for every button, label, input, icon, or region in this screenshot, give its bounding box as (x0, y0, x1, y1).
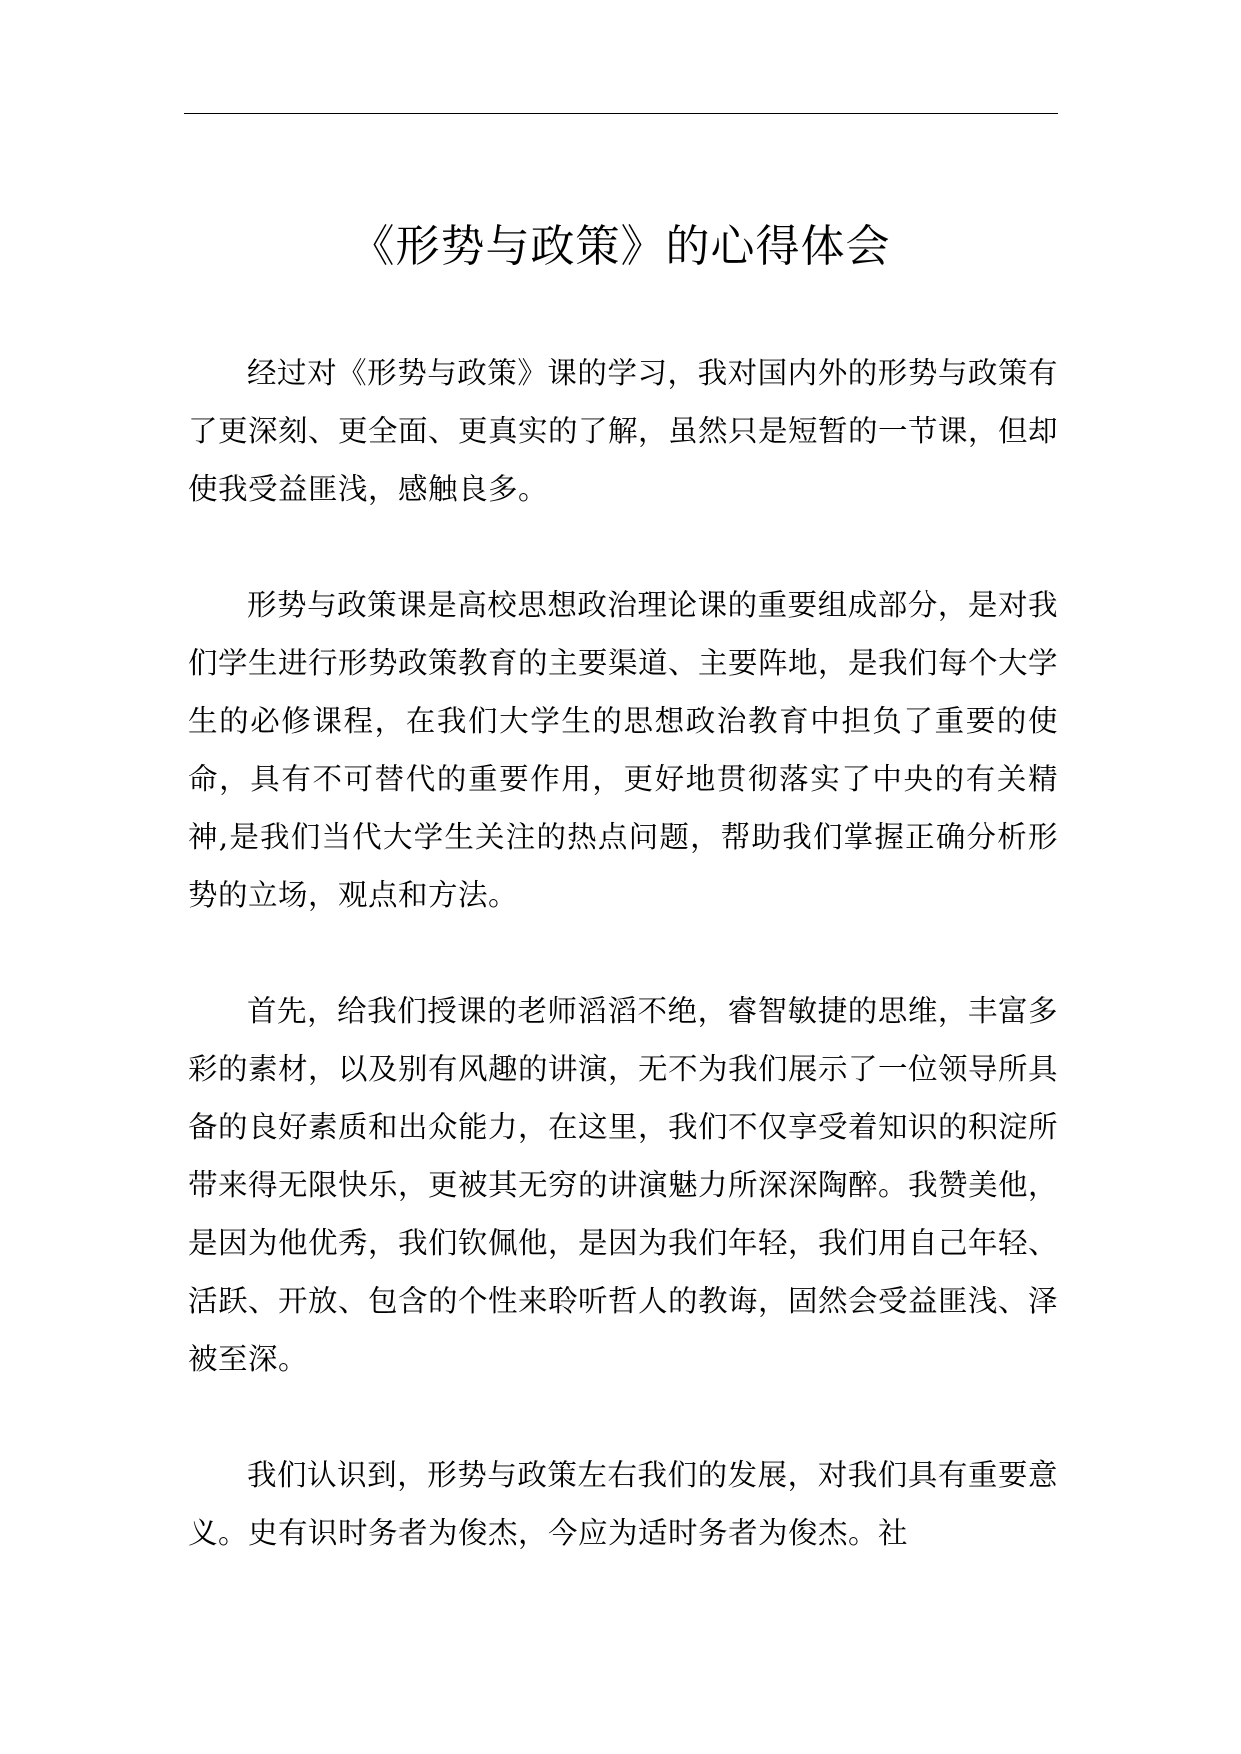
document-title: 《形势与政策》的心得体会 (350, 221, 891, 272)
paragraph: 我们认识到，形势与政策左右我们的发展，对我们具有重要意义。史有识时务者为俊杰，今应为适时务者为俊杰。社 (188, 1458, 1058, 1550)
document-body (188, 344, 1058, 1620)
paragraph: 形势与政策课是高校思想政治理论课的重要组成部分，是对我们学生进行形势政策教育的主要渠道、主要阵地，是我们每个大学生的必修课程，在我们大学生的思想政治教育中担负了重要的使命，具有不可替代的重要作用，更好地贯彻落实了中央的有关精神,是我们当代大学生关注的热点问题，帮助我们掌握正确分析形势的立场，观点和方法。 (188, 588, 1059, 912)
paragraph: 经过对《形势与政策》课的学习，我对国内外的形势与政策有了更深刻、更全面、更真实的了解，虽然只是短暂的一节课，但却使我受益匪浅，感触良多。 (188, 356, 1059, 506)
header-rule (184, 113, 1058, 114)
paragraph: 首先，给我们授课的老师滔滔不绝，睿智敏捷的思维，丰富多彩的素材，以及别有风趣的讲演，无不为我们展示了一位领导所具备的良好素质和出众能力，在这里，我们不仅享受着知识的积淀所带来得无限快乐，更被其无穷的讲演魅力所深深陶醉。我赞美他，是因为他优秀，我们钦佩他，是因为我们年轻，我们用自己年轻、活跃、开放、包含的个性来聆听哲人的教诲，固然会受益匪浅、泽被至深。 (188, 994, 1059, 1376)
